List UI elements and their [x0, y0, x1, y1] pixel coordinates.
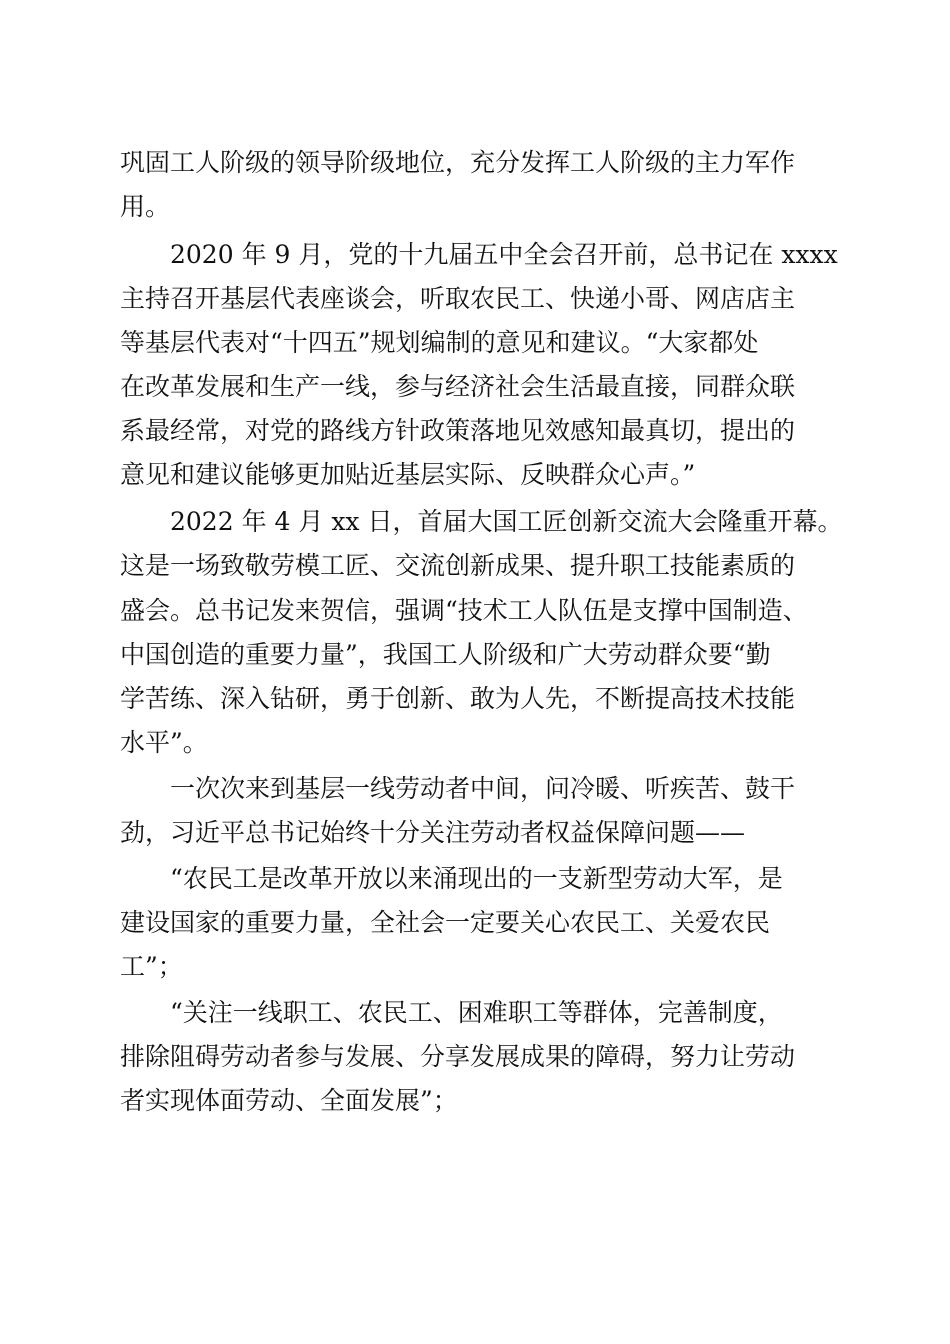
text-line: “关注一线职工、农民工、困难职工等群体，完善制度， — [170, 998, 783, 1027]
text-line: 系最经常，对党的路线方针政策落地见效感知最真切，提出的 — [120, 416, 796, 445]
text-line: 等基层代表对“十四五”规划编制的意见和建议。“大家都处 — [120, 328, 759, 357]
text-line: 建设国家的重要力量，全社会一定要关心农民工、关爱农民 — [120, 908, 771, 937]
text-line: 工”； — [120, 952, 183, 981]
text-line: 2020 年 9 月，党的十九届五中全会召开前，总书记在 xxxx — [170, 240, 838, 269]
text-line: 者实现体面劳动、全面发展”； — [120, 1086, 458, 1115]
text-line: 用。 — [120, 192, 171, 221]
text-line: 在改革发展和生产一线，参与经济社会生活最直接，同群众联 — [120, 372, 796, 401]
text-line: 中国创造的重要力量”，我国工人阶级和广大劳动群众要“勤 — [120, 640, 771, 669]
text-line: 一次次来到基层一线劳动者中间，问冷暖、听疾苦、鼓干 — [170, 774, 796, 803]
text-line: 这是一场致敬劳模工匠、交流创新成果、提升职工技能素质的 — [120, 551, 796, 580]
text-line: 盛会。总书记发来贺信，强调“技术工人队伍是支撑中国制造、 — [120, 596, 808, 625]
text-line: 排除阻碍劳动者参与发展、分享发展成果的障碍，努力让劳动 — [120, 1042, 796, 1071]
text-line: 水平”。 — [120, 728, 208, 757]
text-line: 学苦练、深入钻研，勇于创新、敢为人先，不断提高技术技能 — [120, 684, 796, 713]
text-line: 劲，习近平总书记始终十分关注劳动者权益保障问题—— — [120, 818, 746, 847]
text-line: 巩固工人阶级的领导阶级地位，充分发挥工人阶级的主力军作 — [120, 148, 796, 177]
text-line: “农民工是改革开放以来涌现出的一支新型劳动大军，是 — [170, 864, 783, 893]
text-line: 意见和建议能够更加贴近基层实际、反映群众心声。” — [120, 460, 696, 489]
text-line: 主持召开基层代表座谈会，听取农民工、快递小哥、网店店主 — [120, 284, 796, 313]
text-line: 2022 年 4 月 xx 日，首届大国工匠创新交流大会隆重开幕。 — [170, 507, 843, 536]
